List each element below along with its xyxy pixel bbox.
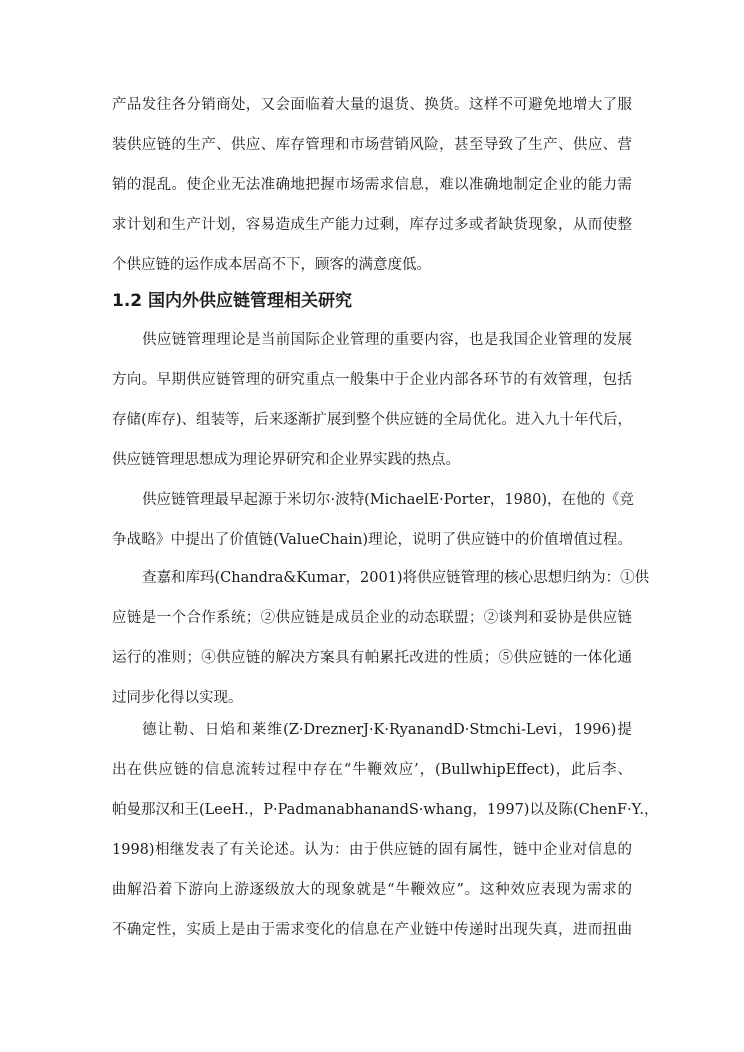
paragraph-line: 供应链管理最早起源于米切尔·波特(MichaelE·Porter，1980)，在他的《竞 xyxy=(142,492,634,508)
paragraph-line: 装供应链的生产、供应、库存管理和市场营销风险，甚至导致了生产、供应、营 xyxy=(112,137,632,153)
paragraph-line: 方向。早期供应链管理的研究重点一般集中于企业内部各环节的有效管理，包括 xyxy=(112,372,632,388)
paragraph-line: 供应链管理理论是当前国际企业管理的重要内容，也是我国企业管理的发展 xyxy=(142,332,632,348)
paragraph-line: 帕曼那汉和王(LeeH.，P·PadmanabhanandS·whang，1997)以及陈(ChenF·Y.， xyxy=(112,802,659,818)
section-heading: 1.2 国内外供应链管理相关研究 xyxy=(112,291,353,311)
paragraph-line: 应链是一个合作系统；②供应链是成员企业的动态联盟；②谈判和妥协是供应链 xyxy=(112,610,632,626)
paragraph-line: 不确定性，实质上是由于需求变化的信息在产业链中传递时出现失真，进而扭曲 xyxy=(112,922,632,938)
paragraph-line: 过同步化得以实现。 xyxy=(112,690,243,706)
paragraph-line: 存储(库存)、组装等，后来逐渐扩展到整个供应链的全局优化。进入九十年代后， xyxy=(112,412,632,428)
paragraph-line: 求计划和生产计划，容易造成生产能力过剩，库存过多或者缺货现象，从而使整 xyxy=(112,217,632,233)
paragraph-line: 销的混乱。使企业无法准确地把握市场需求信息，难以准确地制定企业的能力需 xyxy=(112,177,632,193)
paragraph-line: 供应链管理思想成为理论界研究和企业界实践的热点。 xyxy=(112,452,460,468)
paragraph-line: 产品发往各分销商处，又会面临着大量的退货、换货。这样不可避免地增大了服 xyxy=(112,97,632,113)
paragraph-line: 曲解沿着下游向上游逐级放大的现象就是“牛鞭效应”。这种效应表现为需求的 xyxy=(112,882,632,898)
paragraph-line: 运行的准则；④供应链的解决方案具有帕累托改进的性质；⑤供应链的一体化通 xyxy=(112,650,632,666)
paragraph-line: 争战略》中提出了价值链(ValueChain)理论，说明了供应链中的价值增值过程。 xyxy=(112,532,632,548)
paragraph-line: 查嘉和库玛(Chandra&Kumar，2001)将供应链管理的核心思想归纳为：①供 xyxy=(142,570,650,586)
paragraph-line: 1998)相继发表了有关论述。认为：由于供应链的固有属性，链中企业对信息的 xyxy=(112,842,632,858)
paragraph-line: 个供应链的运作成本居高不下，顾客的满意度低。 xyxy=(112,257,431,273)
paragraph-line: 德让勒、日焰和莱维(Z·DreznerJ·K·RyanandD·Stmchi-Levi，1996)提 xyxy=(142,722,632,738)
paragraph-line: 出在供应链的信息流转过程中存在“牛鞭效应’，(BullwhipEffect)，此后李、 xyxy=(112,762,632,778)
